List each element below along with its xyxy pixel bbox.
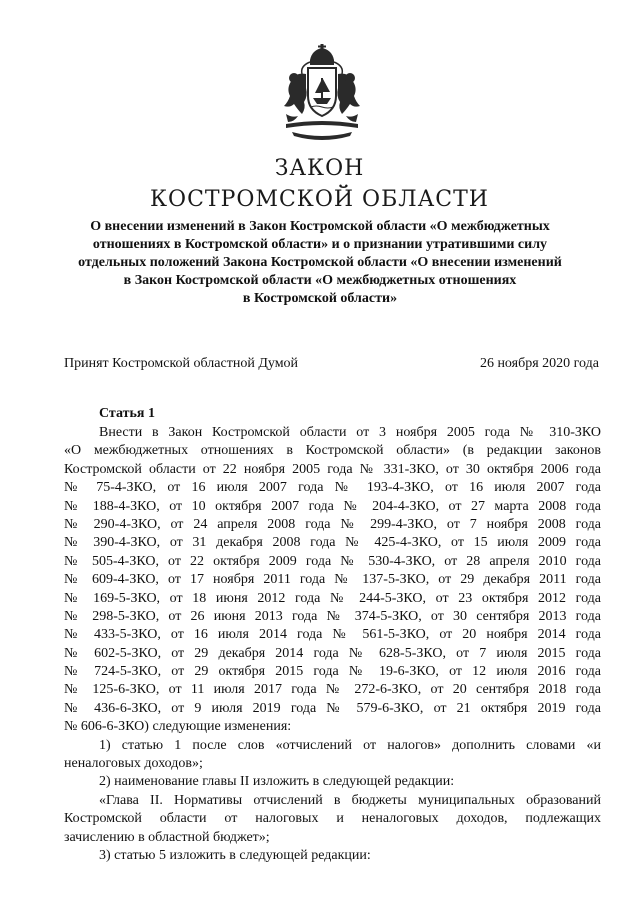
subtitle-line: в Закон Костромской области «О межбюджетных отношениях xyxy=(123,273,517,288)
body-text-line: Внести в Закон Костромской области от 3 ноября 2005 года № 310-ЗКО xyxy=(99,425,601,440)
body-text-line: № 606-6-ЗКО) следующие изменения: xyxy=(64,719,292,735)
body-text-line: № 290-4-ЗКО, от 24 апреля 2008 года № 299-4-ЗКО, от 7 ноября 2008 года xyxy=(64,516,601,532)
subtitle-line: О внесении изменений в Закон Костромской области «О межбюджетных xyxy=(90,219,550,234)
body-text-line: № 609-4-ЗКО, от 17 ноября 2011 года № 137-5-ЗКО, от 29 декабря 2011 года xyxy=(64,572,601,588)
body-text-line: Костромской области от 22 ноября 2005 года № 331-ЗКО, от 30 октября 2006 года xyxy=(64,461,601,477)
body-text-line: № 602-5-ЗКО, от 29 декабря 2014 года № 628-5-ЗКО, от 7 июля 2015 года xyxy=(64,645,601,661)
body-text-line: № 125-6-ЗКО, от 11 июля 2017 года № 272-6-ЗКО, от 20 сентября 2018 года xyxy=(64,682,601,698)
body-text-line: № 390-4-ЗКО, от 31 декабря 2008 года № 425-4-ЗКО, от 15 июля 2009 года xyxy=(64,535,601,551)
coat-of-arms-icon xyxy=(272,44,372,144)
body-text-line: 2) наименование главы II изложить в следующей редакции: xyxy=(99,774,455,790)
document-title: ЗАКОН xyxy=(274,156,365,181)
body-text-line: 3) статью 5 изложить в следующей редакции: xyxy=(99,847,371,863)
adoption-date: 26 ноября 2020 года xyxy=(479,356,599,371)
body-text-line: 1) статью 1 после слов «отчислений от налогов» дополнить словами «и xyxy=(99,737,601,753)
article-heading: Статья 1 xyxy=(99,406,155,421)
subtitle-line: в Костромской области» xyxy=(242,291,398,306)
article-body xyxy=(64,424,601,865)
body-text-line: № 75-4-ЗКО, от 16 июля 2007 года № 193-4-ЗКО, от 16 июля 2007 года xyxy=(64,480,601,496)
adopted-by: Принят Костромской областной Думой xyxy=(64,356,299,371)
body-text-line: № 724-5-ЗКО, от 29 октября 2015 года № 19-6-ЗКО, от 12 июля 2016 года xyxy=(64,664,601,680)
law-subject xyxy=(40,218,600,308)
subtitle-line: отдельных положений Закона Костромской области «О внесении изменений xyxy=(78,255,562,270)
body-text-line: «О межбюджетных отношениях в Костромской области» (в редакции законов xyxy=(64,443,601,459)
body-text-line: неналоговых доходов»; xyxy=(64,756,203,772)
body-text-line: № 169-5-ЗКО, от 18 июня 2012 года № 244-5-ЗКО, от 23 октября 2012 года xyxy=(64,590,601,606)
body-text-line: № 298-5-ЗКО, от 26 июня 2013 года № 374-5-ЗКО, от 30 сентября 2013 года xyxy=(64,608,601,624)
subtitle-line: отношениях в Костромской области» и о признании утратившими силу xyxy=(92,237,548,252)
body-text-line: Костромской области от налоговых и неналоговых доходов, подлежащих xyxy=(64,811,601,827)
body-text-line: № 433-5-ЗКО, от 16 июля 2014 года № 561-5-ЗКО, от 20 ноября 2014 года xyxy=(64,627,601,643)
region-name: КОСТРОМСКОЙ ОБЛАСТИ xyxy=(150,187,489,212)
body-text-line: № 436-6-ЗКО, от 9 июля 2019 года № 579-6-ЗКО, от 21 октября 2019 года xyxy=(64,700,601,716)
body-text-line: зачислению в областной бюджет»; xyxy=(64,829,270,845)
body-text-line: «Глава II. Нормативы отчислений в бюджеты муниципальных образований xyxy=(99,792,601,808)
body-text-line: № 188-4-ЗКО, от 10 октября 2007 года № 204-4-ЗКО, от 27 марта 2008 года xyxy=(64,498,601,514)
body-text-line: № 505-4-ЗКО, от 22 октября 2009 года № 530-4-ЗКО, от 28 апреля 2010 года xyxy=(64,553,601,569)
